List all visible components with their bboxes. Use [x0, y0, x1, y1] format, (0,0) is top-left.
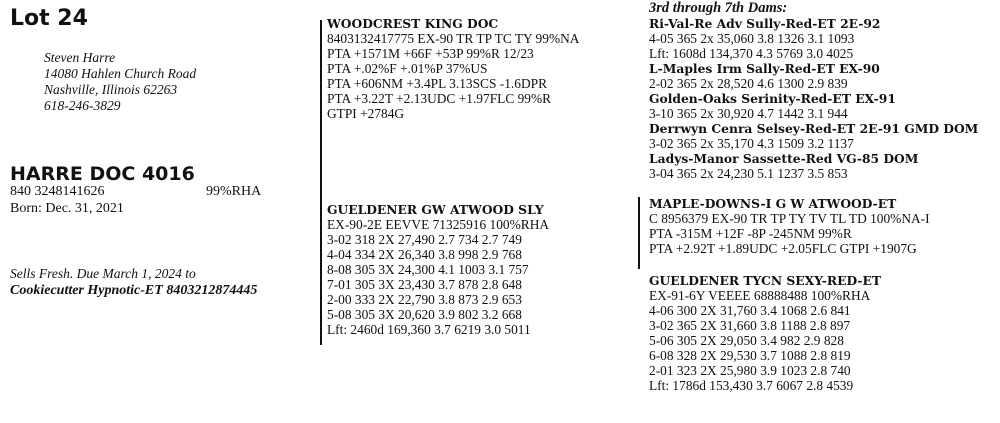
animal-registration	[10, 184, 262, 200]
dam-4-record: 2-02 365 2x 28,520 4.6 1300 2.9 839	[649, 76, 848, 91]
dam-name: GUELDENER GW ATWOOD SLY	[327, 202, 544, 217]
dam-5-record: 3-10 365 2x 30,920 4.7 1442 3.1 944	[649, 106, 848, 121]
sire-dam-divider	[320, 20, 322, 345]
dam-line: 5-08 305 3X 20,620 3.9 802 3.2 668	[327, 307, 522, 322]
consignor-city: Nashville, Illinois 62263	[44, 82, 178, 97]
dam-line: 2-00 333 2X 22,790 3.8 873 2.9 653	[327, 292, 522, 307]
dam-line-divider	[638, 197, 640, 269]
mgd-line: 4-06 300 2X 31,760 3.4 1068 2.6 841	[649, 303, 851, 318]
sale-note: Sells Fresh. Due March 1, 2024 to	[10, 266, 196, 281]
dam-line: EX-90-2E EEVVE 71325916 100%RHA	[327, 217, 550, 232]
dam-3-name: Ri-Val-Re Adv Sully-Red-ET 2E-92	[649, 16, 881, 31]
mgs-block	[649, 196, 930, 256]
dam-7-record: 3-04 365 2x 24,230 5.1 1237 3.5 853	[649, 166, 848, 181]
mgd-line: 3-02 365 2X 31,660 3.8 1188 2.8 897	[649, 318, 851, 333]
consignor-name: Steven Harre	[44, 50, 116, 65]
dam-5-name: Golden-Oaks Serinity-Red-ET EX-91	[649, 91, 896, 106]
registration-number: 840 3248141626	[10, 184, 105, 199]
sire-block	[327, 16, 579, 121]
mgs-name: MAPLE-DOWNS-I G W ATWOOD-ET	[649, 196, 897, 211]
dam-line: 4-04 334 2X 26,340 3.8 998 2.9 768	[327, 247, 522, 262]
sire-line: 8403132417775 EX-90 TR TP TC TY 99%NA	[327, 31, 580, 46]
dam-6-record: 3-02 365 2x 35,170 4.3 1509 3.2 1137	[649, 136, 854, 151]
sire-name: WOODCREST KING DOC	[327, 16, 499, 31]
dams-block	[649, 1, 978, 181]
animal-name: HARRE DOC 4016	[10, 163, 195, 185]
registration-percent: 99%RHA	[206, 184, 262, 199]
dams-header: 3rd through 7th Dams:	[649, 0, 788, 16]
dam-line: Lft: 2460d 169,360 3.7 6219 3.0 5011	[327, 322, 531, 337]
mgs-line: PTA +2.92T +1.89UDC +2.05FLC GTPI +1907G	[649, 241, 917, 256]
dam-line: 8-08 305 3X 24,300 4.1 1003 3.1 757	[327, 262, 529, 277]
dam-3-lifetime: Lft: 1608d 134,370 4.3 5769 3.0 4025	[649, 46, 854, 61]
consignor-info	[44, 50, 196, 114]
mgd-line: 6-08 328 2X 29,530 3.7 1088 2.8 819	[649, 348, 851, 363]
sire-line: GTPI +2784G	[327, 106, 405, 121]
dam-line: 7-01 305 3X 23,430 3.7 878 2.8 648	[327, 277, 522, 292]
dam-block	[327, 202, 549, 337]
dam-7-name: Ladys-Manor Sassette-Red VG-85 DOM	[649, 151, 919, 166]
mgd-name: GUELDENER TYCN SEXY-RED-ET	[649, 273, 881, 288]
mgd-line: 2-01 323 2X 25,980 3.9 1023 2.8 740	[649, 363, 851, 378]
sire-line: PTA +1571M +66F +53P 99%R 12/23	[327, 46, 534, 61]
consignor-phone: 618-246-3829	[44, 98, 121, 113]
dam-4-name: L-Maples Irm Sally-Red-ET EX-90	[649, 61, 880, 76]
mgs-line: C 8956379 EX-90 TR TP TY TV TL TD 100%NA-I	[649, 211, 930, 226]
mgd-line: Lft: 1786d 153,430 3.7 6067 2.8 4539	[649, 378, 854, 393]
dam-3-record: 4-05 365 2x 35,060 3.8 1326 3.1 1093	[649, 31, 855, 46]
mgd-line: 5-06 305 2X 29,050 3.4 982 2.9 828	[649, 333, 844, 348]
sire-line: PTA +.02%F +.01%P 37%US	[327, 61, 488, 76]
mgd-line: EX-91-6Y VEEEE 68888488 100%RHA	[649, 288, 871, 303]
consignor-address: 14080 Hahlen Church Road	[44, 66, 197, 81]
sire-line: PTA +3.22T +2.13UDC +1.97FLC 99%R	[327, 91, 552, 106]
sire-line: PTA +606NM +3.4PL 3.13SCS -1.6DPR	[327, 76, 548, 91]
lot-number: Lot 24	[10, 6, 88, 31]
service-sire: Cookiecutter Hypnotic-ET 8403212874445	[10, 283, 258, 298]
mgs-line: PTA -315M +12F -8P -245NM 99%R	[649, 226, 852, 241]
mgd-block	[649, 273, 881, 393]
dam-6-name: Derrwyn Cenra Selsey-Red-ET 2E-91 GMD DOM	[649, 121, 979, 136]
dam-line: 3-02 318 2X 27,490 2.7 734 2.7 749	[327, 232, 522, 247]
birth-date: Born: Dec. 31, 2021	[10, 201, 124, 216]
